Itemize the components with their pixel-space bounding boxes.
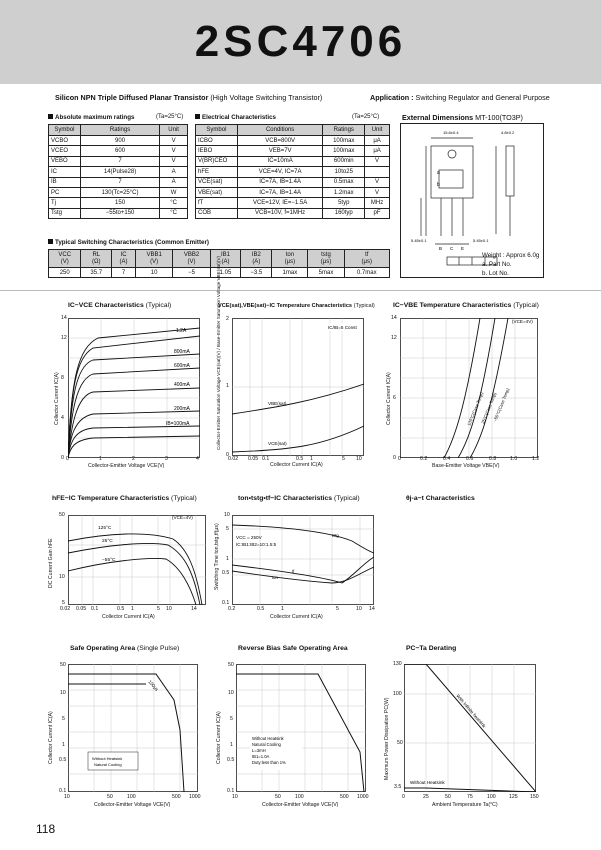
symbol-cell: Tj <box>49 198 81 208</box>
tick: 12 <box>61 335 67 341</box>
tick: 50 <box>228 662 234 668</box>
condition-cell: IC=7A, IB=1.4A <box>237 187 323 197</box>
curve-label: 800mA <box>174 349 190 355</box>
elec-char-title: Electrical Characteristics <box>195 114 276 121</box>
section-divider <box>0 290 601 291</box>
tick: 1 <box>230 742 233 748</box>
x-axis-label: Collector Current IC(A) <box>270 614 323 620</box>
tick: 0 <box>398 456 401 462</box>
x-axis-label: Collector-Emitter Voltage VCE(V) <box>88 463 165 469</box>
graph-note: (VCE=4V) <box>172 515 193 520</box>
symbol-cell: hFE <box>196 167 238 177</box>
symbol-cell: IC <box>49 167 81 177</box>
tick: 0.5 <box>227 757 235 763</box>
y-axis-label: Switching Time ton,tstg,tf(μs) <box>214 523 220 590</box>
tick: 50 <box>107 794 113 800</box>
tick: 12 <box>391 335 397 341</box>
unit-cell: V <box>160 146 188 156</box>
tick: 5 <box>342 456 345 462</box>
table-row <box>49 146 188 156</box>
curve-label: With Infinite heatsink <box>455 693 487 729</box>
symbol-cell: COB <box>196 208 238 218</box>
tick: 0.2 <box>228 606 236 612</box>
symbol-cell: ICBO <box>196 136 238 146</box>
curve-label: 125°C <box>98 526 112 531</box>
table-row <box>196 136 390 146</box>
pin-label: B <box>439 246 443 251</box>
unit-cell: A <box>160 167 188 177</box>
y-axis-label: Collector-Emitter Saturation Voltage VCE(sat)(V) / Base-Emitter Saturation Voltage VBE(sat)(V) <box>216 255 221 450</box>
abs-max-header: Ratings <box>80 125 159 136</box>
curve-label: tf <box>292 569 295 574</box>
rating-cell: 160typ <box>323 208 365 218</box>
unit-cell: V <box>365 177 390 187</box>
condition-cell: VEB=7V <box>237 146 323 156</box>
table-row <box>49 177 188 187</box>
tick: 14 <box>61 315 67 321</box>
symbol-cell: PC <box>49 187 81 197</box>
table-row <box>49 187 188 197</box>
unit-cell: °C <box>160 208 188 218</box>
tick: 0 <box>402 794 405 800</box>
graph-ic-vce <box>68 318 200 458</box>
switching-value: −3.5 <box>241 268 272 278</box>
tick: 0.5 <box>296 456 304 462</box>
tick: 0.5 <box>59 757 67 763</box>
switching-value: 250 <box>49 268 81 278</box>
tick: 3 <box>165 456 168 462</box>
unit-cell: V <box>365 156 390 166</box>
tick: 25 <box>423 794 429 800</box>
unit-cell: MHz <box>365 198 390 208</box>
switching-title: Typical Switching Characteristics (Common Emitter) <box>48 239 209 246</box>
note-part-no: a. Part No. <box>482 261 512 268</box>
tick: 5 <box>336 606 339 612</box>
graph-soa <box>68 664 198 792</box>
graph-soa-title: Safe Operating Area (Single Pulse) <box>70 645 180 652</box>
graph-note: Without Heatsink <box>252 736 284 741</box>
tick: 1 <box>226 556 229 562</box>
table-row <box>196 177 390 187</box>
symbol-cell: Tstg <box>49 208 81 218</box>
rating-cell: 7 <box>80 177 159 187</box>
tick: 0.4 <box>443 456 451 462</box>
table-row <box>196 156 390 166</box>
svg-text:5.45±0.1: 5.45±0.1 <box>411 238 427 243</box>
tick: 14 <box>369 606 375 612</box>
tick: 500 <box>172 794 181 800</box>
abs-max-header: Unit <box>160 125 188 136</box>
curve-label: Without Heatsink <box>410 780 445 785</box>
application-label: Application : <box>370 93 414 102</box>
switching-header: ton (μs) <box>272 250 308 268</box>
switching-header: IB1 (A) <box>210 250 241 268</box>
unit-cell: V <box>160 156 188 166</box>
application-text: Switching Regulator and General Purpose <box>413 93 550 102</box>
elec-char-condition: (Ta=25°C) <box>352 114 380 120</box>
curve-label: 1.2A <box>176 328 187 334</box>
tick: 0 <box>226 452 229 458</box>
tick: 14 <box>191 606 197 612</box>
graph-rbsoa <box>236 664 366 792</box>
elec-header: Conditions <box>237 125 323 136</box>
condition-cell: VCE=4V, IC=7A <box>237 167 323 177</box>
tick: 0.02 <box>228 456 239 462</box>
curve-label: IB=100mA <box>166 421 190 427</box>
graph-note: (VCE=4V) <box>512 319 533 324</box>
switching-header: RL (Ω) <box>81 250 112 268</box>
table-row <box>49 198 188 208</box>
condition-cell: VCB=800V <box>237 136 323 146</box>
elec-header: Ratings <box>323 125 365 136</box>
page-number: 118 <box>36 822 56 836</box>
tick: 0.8 <box>489 456 497 462</box>
switching-value: 1.05 <box>210 268 241 278</box>
tick: 0.5 <box>222 570 230 576</box>
tick: 100 <box>295 794 304 800</box>
tick: 0.6 <box>466 456 474 462</box>
graph-ic-vce-title: IC−VCE Characteristics (Typical) <box>68 302 172 309</box>
graph-hfe-ic-title: hFE−IC Temperature Characteristics (Typical) <box>52 495 197 502</box>
rating-cell: 5typ <box>323 198 365 208</box>
graph-note: VCC = 250V <box>236 535 262 540</box>
y-axis-label: Maximum Power Dissipation PC(W) <box>384 697 390 780</box>
graph-ic-vbe <box>400 318 538 458</box>
switching-value: 0.7max <box>344 268 389 278</box>
tick: 6 <box>393 395 396 401</box>
x-axis-label: Collector Current IC(A) <box>270 462 323 468</box>
part-number-title: 2SC4706 <box>194 17 407 66</box>
switching-header: tstg (μs) <box>308 250 344 268</box>
elec-header: Unit <box>365 125 390 136</box>
tick: 10 <box>166 606 172 612</box>
tick: 5 <box>226 526 229 532</box>
tick: 100 <box>487 794 496 800</box>
curve-label: 600mA <box>174 363 190 369</box>
pin-label: C <box>450 246 454 251</box>
tick: 0 <box>393 455 396 461</box>
tick: 5 <box>230 716 233 722</box>
table-row <box>196 198 390 208</box>
tick: 0.5 <box>257 606 265 612</box>
elec-char-table <box>195 124 390 219</box>
unit-cell: μA <box>365 146 390 156</box>
switching-header: IC (A) <box>112 250 136 268</box>
svg-text:a: a <box>437 170 440 176</box>
curve-label: −55°C <box>102 558 116 563</box>
rating-cell: 0.5max <box>323 177 365 187</box>
tick: 50 <box>275 794 281 800</box>
tick: 0.05 <box>248 456 259 462</box>
symbol-cell: VBE(sat) <box>196 187 238 197</box>
switching-value: 35.7 <box>81 268 112 278</box>
tick: 0 <box>61 455 64 461</box>
y-axis-label: Collector Current IC(A) <box>386 372 392 425</box>
unit-cell: μA <box>365 136 390 146</box>
symbol-cell: VCE(sat) <box>196 177 238 187</box>
tick: 1 <box>226 383 229 389</box>
condition-cell: VCB=10V, f=1MHz <box>237 208 323 218</box>
unit-cell: °C <box>160 198 188 208</box>
condition-cell: IC=7A, IB=1.4A <box>237 177 323 187</box>
graph-note: L=3mH <box>252 748 266 753</box>
device-description-rest: (High Voltage Switching Transistor) <box>208 93 323 102</box>
rating-cell: 7 <box>80 156 159 166</box>
switching-value: 10 <box>135 268 172 278</box>
unit-cell: V <box>365 187 390 197</box>
graph-ic-vbe-title: IC−VBE Temperature Characteristics (Typical) <box>393 302 539 309</box>
svg-text:4.8±0.2: 4.8±0.2 <box>501 130 515 135</box>
tick: 75 <box>467 794 473 800</box>
graph-note: Without Heatsink <box>92 756 123 761</box>
table-row <box>49 156 188 166</box>
external-dimensions-title: External Dimensions MT-100(TO3P) <box>402 113 523 122</box>
table-row <box>49 167 188 177</box>
graph-note: IC/IB=5 Const <box>328 325 357 330</box>
x-axis-label: Collector-Emitter Voltage VCE(V) <box>94 802 171 808</box>
application-line <box>370 93 550 102</box>
y-axis-label: DC Current Gain hFE <box>48 538 54 588</box>
graph-note: IB1=1.0A <box>252 754 270 759</box>
tick: 5 <box>157 606 160 612</box>
rating-cell: −55to+150 <box>80 208 159 218</box>
x-axis-label: Collector Current IC(A) <box>102 614 155 620</box>
table-row <box>49 208 188 218</box>
tick: 0.5 <box>117 606 125 612</box>
graph-thermal-title: θj-a−t Characteristics <box>406 495 475 502</box>
symbol-cell: VEBO <box>49 156 81 166</box>
curve-label: −55°C(Case Temp) <box>492 387 511 423</box>
tick: 0.05 <box>76 606 87 612</box>
tick: 10 <box>59 574 65 580</box>
condition-cell: IC=10mA <box>237 156 323 166</box>
tick: 1 <box>99 456 102 462</box>
unit-cell <box>365 167 390 177</box>
y-axis-label: Collector Current IC(A) <box>48 711 54 764</box>
tick: 10 <box>356 606 362 612</box>
graph-pc-ta-title: PC−Ta Derating <box>406 645 457 652</box>
tick: 1000 <box>357 794 369 800</box>
rating-cell: 900 <box>80 136 159 146</box>
tick: 125 <box>509 794 518 800</box>
table-row <box>196 146 390 156</box>
graph-pc-ta <box>404 664 536 792</box>
tick: 2 <box>132 456 135 462</box>
curve-label: 400mA <box>174 382 190 388</box>
tick: 10 <box>356 456 362 462</box>
table-row <box>196 208 390 218</box>
abs-max-header: Symbol <box>49 125 81 136</box>
device-description <box>55 93 322 102</box>
curve-label: 200mA <box>174 406 190 412</box>
rating-cell: 1.2max <box>323 187 365 197</box>
tick: 14 <box>391 315 397 321</box>
unit-cell: pF <box>365 208 390 218</box>
svg-text:5.45±0.1: 5.45±0.1 <box>473 238 489 243</box>
switching-header: IB2 (A) <box>241 250 272 268</box>
table-row <box>196 167 390 177</box>
tick: 1 <box>310 456 313 462</box>
tick: 50 <box>397 740 403 746</box>
rating-cell: 150 <box>80 198 159 208</box>
rating-cell: 130(Tc=25°C) <box>80 187 159 197</box>
tick: 500 <box>340 794 349 800</box>
graph-note: Natural Cooling <box>252 742 281 747</box>
unit-cell: W <box>160 187 188 197</box>
note-lot-no: b. Lot No. <box>482 270 509 277</box>
curve-label: 25°C <box>102 539 113 544</box>
graph-hfe-ic <box>68 515 206 605</box>
tick: 0.1 <box>59 788 67 794</box>
graph-switching-time-title: ton•tstg•tf−IC Characteristics (Typical) <box>238 495 360 502</box>
rating-cell: 100max <box>323 136 365 146</box>
graph-note: Duty:less than 1% <box>252 760 286 765</box>
switching-header: VBB2 (V) <box>173 250 210 268</box>
symbol-cell: fT <box>196 198 238 208</box>
unit-cell: V <box>160 136 188 146</box>
tick: 1.0 <box>510 456 518 462</box>
y-axis-label: Collector Current IC(A) <box>54 372 60 425</box>
tick: 10 <box>228 690 234 696</box>
tick: 0.2 <box>420 456 428 462</box>
abs-max-condition: (Ta=25°C) <box>156 114 184 120</box>
graph-note: Natural Cooling <box>94 762 122 767</box>
tick: 5 <box>62 716 65 722</box>
curve-label: VCE(sat) <box>268 441 287 446</box>
x-axis-label: Ambient Temperature Ta(°C) <box>432 802 498 808</box>
rating-cell: 10to25 <box>323 167 365 177</box>
tick: 0 <box>66 456 69 462</box>
tick: 10 <box>232 794 238 800</box>
rating-cell: 100max <box>323 146 365 156</box>
curve-label: ton <box>272 575 278 580</box>
device-description-bold: Silicon NPN Triple Diffused Planar Transistor <box>55 93 209 102</box>
tick: 4 <box>61 415 64 421</box>
curve-label: 25°C(Case Temp) <box>480 391 498 425</box>
symbol-cell: V(BR)CEO <box>196 156 238 166</box>
elec-header: Symbol <box>196 125 238 136</box>
tick: 0.1 <box>91 606 99 612</box>
tick: 0.1 <box>262 456 270 462</box>
tick: 130 <box>393 661 402 667</box>
tick: 1.2 <box>532 456 540 462</box>
tick: 10 <box>64 794 70 800</box>
tick: 0.02 <box>60 606 71 612</box>
rating-cell: 600 <box>80 146 159 156</box>
tick: 10 <box>224 512 230 518</box>
tick: 100 <box>127 794 136 800</box>
abs-max-table <box>48 124 188 219</box>
switching-value: 5max <box>308 268 344 278</box>
tick: 1 <box>62 742 65 748</box>
tick: 5 <box>62 600 65 606</box>
table-row <box>49 136 188 146</box>
table-row <box>196 187 390 197</box>
graph-rbsoa-title: Reverse Bias Safe Operating Area <box>238 645 348 652</box>
tick: 2 <box>226 316 229 322</box>
abs-max-title: Absolute maximum ratings <box>48 114 134 121</box>
rating-cell: 600min <box>323 156 365 166</box>
graph-vsat-ic <box>232 318 364 456</box>
unit-cell: A <box>160 177 188 187</box>
x-axis-label: Collector-Emitter Voltage VCE(V) <box>262 802 339 808</box>
tick: 3.5 <box>394 784 402 790</box>
tick: 4 <box>196 456 199 462</box>
switching-header: VBB1 (V) <box>135 250 172 268</box>
tick: 0.1 <box>222 600 230 606</box>
switching-value: 7 <box>112 268 136 278</box>
curve-label: tstg <box>332 533 339 538</box>
tick: 50 <box>60 662 66 668</box>
title-band <box>0 0 601 84</box>
condition-cell: VCE=12V, IE=−1.5A <box>237 198 323 208</box>
curve-label: VBE(sat) <box>268 401 287 406</box>
curve-label: 100μs <box>147 679 160 693</box>
curve-label: 100°C(Case Temp) <box>466 391 485 427</box>
symbol-cell: IEBO <box>196 146 238 156</box>
graph-note: IC:IB1:IB2=10:1.5:5 <box>236 542 277 547</box>
pin-label: E <box>461 246 465 251</box>
tick: 10 <box>60 690 66 696</box>
tick: 150 <box>530 794 539 800</box>
switching-value: 1max <box>272 268 308 278</box>
tick: 1000 <box>189 794 201 800</box>
switching-value: −5 <box>173 268 210 278</box>
tick: 50 <box>59 512 65 518</box>
switching-header: tf (μs) <box>344 250 389 268</box>
svg-text:15.6±0.4: 15.6±0.4 <box>443 130 459 135</box>
tick: 1 <box>131 606 134 612</box>
tick: 50 <box>445 794 451 800</box>
tick: 0.1 <box>227 788 235 794</box>
graph-switching-time <box>232 515 374 605</box>
symbol-cell: VCEO <box>49 146 81 156</box>
graph-vsat-ic-title: VCE(sat),VBE(sat)−IC Temperature Characteristics (Typical) <box>218 303 375 309</box>
switching-header: VCC (V) <box>49 250 81 268</box>
tick: 1 <box>281 606 284 612</box>
symbol-cell: IB <box>49 177 81 187</box>
tick: 100 <box>393 691 402 697</box>
y-axis-label: Collector Current IC(A) <box>216 711 222 764</box>
package-weight: Weight : Approx 6.0g <box>482 252 540 259</box>
rating-cell: 14(Pulse28) <box>80 167 159 177</box>
x-axis-label: Base-Emitter Voltage VBE(V) <box>432 463 500 469</box>
svg-text:b: b <box>437 182 440 188</box>
symbol-cell: VCBO <box>49 136 81 146</box>
tick: 8 <box>61 375 64 381</box>
